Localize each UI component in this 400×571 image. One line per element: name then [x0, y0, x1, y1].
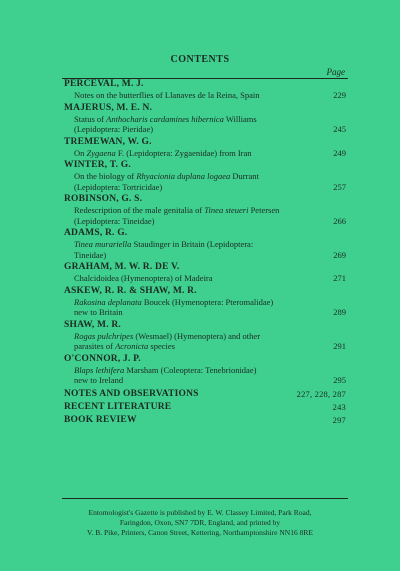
entry-page-number: 257 [333, 181, 346, 192]
taxon-name: Acronicta [115, 341, 149, 351]
entry-title-line [64, 124, 346, 135]
contents-entry [64, 194, 346, 226]
section-title: BOOK REVIEW [64, 414, 137, 425]
contents-entry [64, 286, 346, 318]
entry-title-line [64, 331, 346, 342]
entry-author: ASKEW, R. R. & SHAW, M. R. [64, 285, 197, 296]
entry-author: ADAMS, R. G. [64, 228, 128, 238]
entry-author: ROBINSON, G. S. [64, 194, 143, 204]
entry-title: Chalcidoidea (Hymenoptera) of Madeira [74, 273, 213, 283]
entry-title-line [64, 250, 346, 261]
contents-entry [64, 354, 346, 386]
entry-page-number: 229 [333, 90, 346, 100]
entry-title-line [64, 216, 346, 227]
entry-author: TREMEWAN, W. G. [64, 136, 152, 147]
entry-title-line [64, 375, 346, 386]
taxon-name: Rhyacionia duplana logaea [136, 171, 231, 181]
section-title: RECENT LITERATURE [64, 401, 172, 412]
entry-title: On Zygaena F. (Lepidoptera: Zygaenidae) from Iran [74, 147, 252, 158]
taxon-name: Tinea murariella [74, 239, 132, 249]
taxon-name: Anthocharis cardamines hibernica [106, 113, 224, 124]
page-column-label: Page [326, 67, 345, 77]
section-page-numbers: 227, 228, 287 [296, 388, 346, 399]
imprint-line: V. B. Pike, Printers, Canon Street, Kettering, Northamptonshire NN16 8RE [87, 528, 313, 537]
entry-title-line [64, 297, 346, 308]
entry-title-line [64, 90, 346, 101]
taxon-name: Rakosina deplanata [74, 296, 142, 307]
taxon-name: Zygaena [86, 147, 116, 158]
entry-title-line [64, 239, 346, 250]
contents-entry [64, 320, 346, 352]
entry-author: SHAW, M. R. [64, 319, 122, 330]
entry-author: GRAHAM, M. W. R. DE V. [64, 262, 180, 272]
entry-page-number: 266 [333, 215, 346, 226]
section-book-review [64, 414, 346, 427]
imprint-line: Entomologist's Gazette is published by E. W. Classey Limited, Park Road, [88, 508, 312, 517]
entry-title-line [64, 148, 346, 159]
contents-entry [64, 262, 346, 284]
entry-title: (Lepidoptera: Pieridae) [74, 124, 154, 134]
imprint-line: Faringdon, Oxon, SN7 7DR, England, and printed by [119, 518, 281, 527]
entry-title-line [64, 114, 346, 125]
entry-title: Notes on the butterflies of Llanaves de la Reina, Spain [74, 90, 260, 100]
taxon-name: Rogas pulchripes [74, 330, 134, 341]
entry-title: Tinea murariella Staudinger in Britain (Lepidoptera: [74, 239, 254, 249]
contents-heading: CONTENTS [170, 54, 230, 65]
entry-title-line [64, 307, 346, 318]
section-page-numbers: 243 [332, 401, 346, 412]
entry-author: PERCEVAL, M. J. [64, 79, 144, 89]
entry-title: parasites of Acronicta species [74, 341, 175, 351]
entry-title: Status of Anthocharis cardamines hibernica Williams [74, 113, 257, 124]
section-title: NOTES AND OBSERVATIONS [64, 388, 199, 399]
entry-author: WINTER, T. G. [64, 160, 131, 170]
entry-title-line [64, 365, 346, 376]
contents-entry [64, 228, 346, 260]
entry-title: Blaps lethifera Marsham (Coleoptera: Tenebrionidae) [74, 364, 257, 375]
entry-page-number: 249 [333, 147, 346, 158]
taxon-name: Blaps lethifera [74, 364, 125, 375]
section-page-numbers: 297 [332, 414, 346, 425]
contents-entry [64, 79, 346, 101]
taxon-name: Tinea steueri [204, 205, 249, 215]
entry-title: new to Ireland [74, 375, 124, 385]
entry-page-number: 245 [333, 124, 346, 134]
contents-list [64, 79, 346, 427]
entry-title-line [64, 182, 346, 193]
entry-title: (Lepidoptera: Tineidae) [74, 215, 155, 226]
contents-entry [64, 103, 346, 135]
entry-title: Rogas pulchripes (Wesmael) (Hymenoptera) and other [74, 330, 261, 341]
entry-title-line [64, 205, 346, 216]
entry-title: On the biology of Rhyacionia duplana logaea Durrant [74, 171, 259, 181]
entry-page-number: 289 [333, 307, 346, 317]
publisher-imprint [0, 508, 400, 538]
contents-entry [64, 137, 346, 159]
entry-title: Tineidae) [74, 249, 107, 260]
entry-title: Rakosina deplanata Boucek (Hymenoptera: Pteromalidae) [74, 296, 274, 307]
entry-title: Redescription of the male genitalia of Tinea steueri Petersen [74, 205, 280, 215]
entry-title: (Lepidoptera: Tortricidae) [74, 181, 163, 192]
entry-page-number: 269 [333, 249, 346, 260]
entry-author: MAJERUS, M. E. N. [64, 102, 153, 113]
entry-page-number: 291 [333, 341, 346, 351]
entry-title-line [64, 171, 346, 182]
entry-title-line [64, 341, 346, 352]
contents-entry [64, 160, 346, 192]
section-notes-and-observations [64, 388, 346, 401]
entry-author: O'CONNOR, J. P. [64, 353, 141, 364]
bottom-rule [62, 498, 348, 499]
entry-page-number: 295 [333, 375, 346, 385]
entry-title-line [64, 273, 346, 284]
entry-title: new to Britain [74, 307, 123, 317]
section-recent-literature [64, 401, 346, 414]
entry-page-number: 271 [333, 273, 346, 283]
